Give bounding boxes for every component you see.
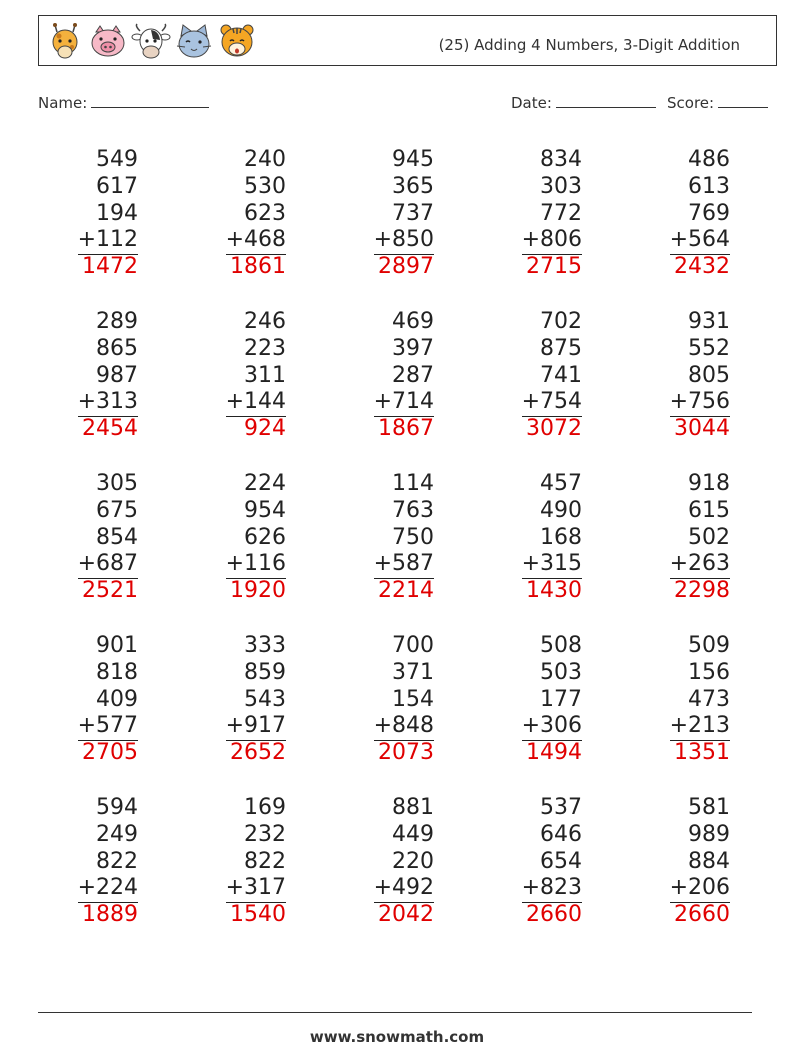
addition-problem — [630, 147, 730, 281]
addend: 469 — [392, 309, 434, 334]
addition-problem — [186, 147, 286, 281]
score-blank[interactable] — [718, 93, 768, 108]
addend: 834 — [540, 147, 582, 172]
last-addend-row — [186, 875, 286, 902]
footer-site: www.snowmath.com — [309, 1028, 485, 1046]
name-blank[interactable] — [91, 93, 209, 108]
addend: 901 — [96, 633, 138, 658]
addend: 449 — [392, 821, 434, 847]
addend: 552 — [688, 335, 730, 361]
last-addend: +116 — [226, 551, 286, 579]
answer: 2454 — [82, 416, 138, 442]
addition-problem — [186, 633, 286, 767]
addend: 303 — [540, 173, 582, 199]
last-addend: +823 — [522, 875, 582, 903]
answer: 1540 — [230, 902, 286, 928]
addend: 626 — [244, 524, 286, 550]
addend: 249 — [96, 821, 138, 847]
answer: 2298 — [674, 578, 730, 604]
addend: 289 — [96, 309, 138, 334]
answer: 1472 — [82, 254, 138, 280]
addend: 769 — [688, 200, 730, 226]
addition-problem — [482, 795, 582, 929]
cat-icon — [174, 22, 214, 62]
answer: 1867 — [378, 416, 434, 442]
answer: 2214 — [378, 578, 434, 604]
answer: 1430 — [526, 578, 582, 604]
addend: 486 — [688, 147, 730, 172]
answer: 1861 — [230, 254, 286, 280]
addend: 581 — [688, 795, 730, 820]
addend: 741 — [540, 362, 582, 388]
answer: 2432 — [674, 254, 730, 280]
addend: 223 — [244, 335, 286, 361]
addend: 702 — [540, 309, 582, 334]
last-addend: +714 — [374, 389, 434, 417]
addend: 509 — [688, 633, 730, 658]
last-addend: +213 — [670, 713, 730, 741]
addition-problem — [482, 309, 582, 443]
last-addend: +806 — [522, 227, 582, 255]
footer-divider — [38, 1012, 752, 1013]
addend: 881 — [392, 795, 434, 820]
date-blank[interactable] — [556, 93, 656, 108]
last-addend-row — [334, 875, 434, 902]
addend: 503 — [540, 659, 582, 685]
last-addend-row — [482, 551, 582, 578]
addend: 989 — [688, 821, 730, 847]
answer: 3044 — [674, 416, 730, 442]
addition-problem — [334, 633, 434, 767]
addend: 232 — [244, 821, 286, 847]
addend: 750 — [392, 524, 434, 550]
addend: 371 — [392, 659, 434, 685]
addend: 114 — [392, 471, 434, 496]
last-addend-row — [482, 227, 582, 254]
answer: 1351 — [674, 740, 730, 766]
tiger-icon — [217, 22, 257, 62]
last-addend-row — [334, 389, 434, 416]
addend: 156 — [688, 659, 730, 685]
answer: 2897 — [378, 254, 434, 280]
last-addend-row — [186, 551, 286, 578]
addition-problem — [186, 795, 286, 929]
addition-problem — [482, 633, 582, 767]
addend: 675 — [96, 497, 138, 523]
addend: 875 — [540, 335, 582, 361]
addend: 859 — [244, 659, 286, 685]
addend: 246 — [244, 309, 286, 334]
pig-icon — [88, 22, 128, 62]
addend: 646 — [540, 821, 582, 847]
addend: 409 — [96, 686, 138, 712]
last-addend-row — [630, 713, 730, 740]
addition-problem — [334, 309, 434, 443]
addition-problem — [630, 309, 730, 443]
addend: 594 — [96, 795, 138, 820]
giraffe-icon — [45, 22, 85, 62]
addition-problem — [630, 633, 730, 767]
last-addend: +306 — [522, 713, 582, 741]
addend: 305 — [96, 471, 138, 496]
answer: 2705 — [82, 740, 138, 766]
addend: 333 — [244, 633, 286, 658]
last-addend-row — [186, 389, 286, 416]
worksheet-title: (25) Adding 4 Numbers, 3-Digit Addition — [438, 36, 740, 54]
addend: 490 — [540, 497, 582, 523]
last-addend: +206 — [670, 875, 730, 903]
addend: 365 — [392, 173, 434, 199]
addition-problem — [38, 309, 138, 443]
last-addend: +848 — [374, 713, 434, 741]
addend: 537 — [540, 795, 582, 820]
answer: 3072 — [526, 416, 582, 442]
answer: 1920 — [230, 578, 286, 604]
last-addend-row — [38, 713, 138, 740]
last-addend: +754 — [522, 389, 582, 417]
addend: 818 — [96, 659, 138, 685]
addend: 287 — [392, 362, 434, 388]
last-addend: +850 — [374, 227, 434, 255]
cow-icon — [131, 22, 171, 62]
addend: 530 — [244, 173, 286, 199]
last-addend: +224 — [78, 875, 138, 903]
last-addend-row — [630, 875, 730, 902]
addition-problem — [38, 147, 138, 281]
addend: 987 — [96, 362, 138, 388]
header-box — [38, 15, 777, 66]
score-label: Score: — [667, 94, 715, 112]
last-addend: +587 — [374, 551, 434, 579]
last-addend-row — [482, 389, 582, 416]
addend: 240 — [244, 147, 286, 172]
last-addend-row — [38, 551, 138, 578]
addition-problem — [38, 471, 138, 605]
last-addend: +917 — [226, 713, 286, 741]
addend: 884 — [688, 848, 730, 874]
last-addend: +313 — [78, 389, 138, 417]
last-addend: +315 — [522, 551, 582, 579]
last-addend: +468 — [226, 227, 286, 255]
addend: 543 — [244, 686, 286, 712]
last-addend-row — [630, 227, 730, 254]
addend: 613 — [688, 173, 730, 199]
addend: 615 — [688, 497, 730, 523]
last-addend: +317 — [226, 875, 286, 903]
addition-problem — [630, 795, 730, 929]
addend: 854 — [96, 524, 138, 550]
last-addend-row — [482, 875, 582, 902]
addition-problem — [38, 633, 138, 767]
addend: 700 — [392, 633, 434, 658]
addend: 617 — [96, 173, 138, 199]
date-field[interactable] — [511, 93, 656, 112]
name-label: Name: — [38, 94, 88, 112]
last-addend-row — [38, 227, 138, 254]
animal-icons — [45, 22, 257, 62]
addition-problem — [334, 147, 434, 281]
addition-problem — [38, 795, 138, 929]
addend: 154 — [392, 686, 434, 712]
addend: 822 — [244, 848, 286, 874]
answer: 924 — [244, 416, 286, 442]
addend: 457 — [540, 471, 582, 496]
last-addend: +263 — [670, 551, 730, 579]
addend: 737 — [392, 200, 434, 226]
addend: 954 — [244, 497, 286, 523]
addend: 508 — [540, 633, 582, 658]
answer: 2521 — [82, 578, 138, 604]
addition-problem — [630, 471, 730, 605]
addend: 169 — [244, 795, 286, 820]
addend: 397 — [392, 335, 434, 361]
addition-problem — [186, 471, 286, 605]
last-addend-row — [334, 551, 434, 578]
last-addend: +577 — [78, 713, 138, 741]
addend: 865 — [96, 335, 138, 361]
addend: 194 — [96, 200, 138, 226]
last-addend-row — [334, 713, 434, 740]
addend: 311 — [244, 362, 286, 388]
addend: 168 — [540, 524, 582, 550]
last-addend-row — [630, 389, 730, 416]
last-addend: +112 — [78, 227, 138, 255]
addend: 502 — [688, 524, 730, 550]
answer: 2652 — [230, 740, 286, 766]
last-addend-row — [186, 713, 286, 740]
last-addend: +144 — [226, 389, 286, 417]
answer: 1889 — [82, 902, 138, 928]
answer: 2715 — [526, 254, 582, 280]
last-addend-row — [186, 227, 286, 254]
addend: 763 — [392, 497, 434, 523]
answer: 2073 — [378, 740, 434, 766]
last-addend: +564 — [670, 227, 730, 255]
score-field[interactable] — [667, 93, 768, 112]
addend: 473 — [688, 686, 730, 712]
addend: 805 — [688, 362, 730, 388]
addend: 623 — [244, 200, 286, 226]
last-addend-row — [630, 551, 730, 578]
addend: 220 — [392, 848, 434, 874]
last-addend-row — [38, 875, 138, 902]
answer: 2042 — [378, 902, 434, 928]
addition-problem — [482, 471, 582, 605]
addend: 177 — [540, 686, 582, 712]
addition-problem — [482, 147, 582, 281]
name-field[interactable] — [38, 93, 209, 112]
last-addend: +492 — [374, 875, 434, 903]
addition-problem — [186, 309, 286, 443]
addend: 918 — [688, 471, 730, 496]
addend: 549 — [96, 147, 138, 172]
addend: 772 — [540, 200, 582, 226]
addition-problem — [334, 795, 434, 929]
last-addend: +687 — [78, 551, 138, 579]
last-addend-row — [482, 713, 582, 740]
addend: 654 — [540, 848, 582, 874]
addition-problem — [334, 471, 434, 605]
addend: 822 — [96, 848, 138, 874]
addend: 945 — [392, 147, 434, 172]
addend: 224 — [244, 471, 286, 496]
answer: 2660 — [674, 902, 730, 928]
last-addend-row — [38, 389, 138, 416]
answer: 2660 — [526, 902, 582, 928]
last-addend: +756 — [670, 389, 730, 417]
addend: 931 — [688, 309, 730, 334]
last-addend-row — [334, 227, 434, 254]
answer: 1494 — [526, 740, 582, 766]
date-label: Date: — [511, 94, 552, 112]
